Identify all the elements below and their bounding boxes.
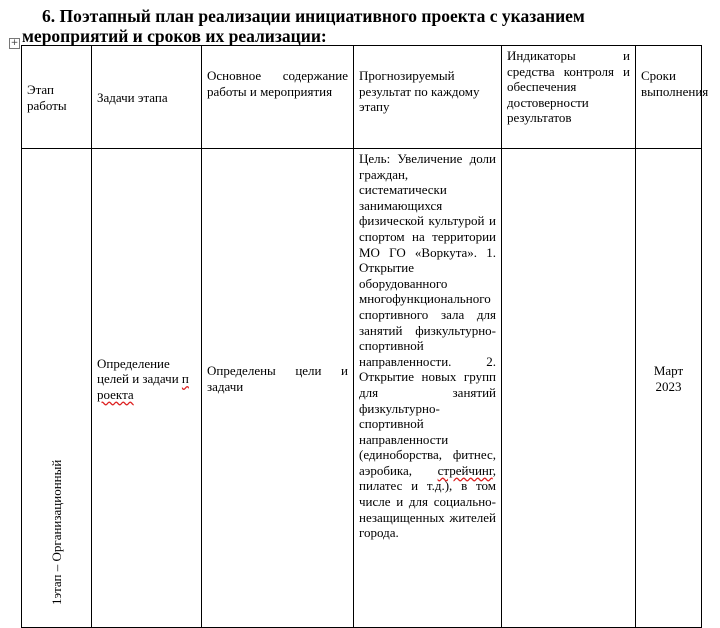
- header-stage: Этап работы: [22, 46, 92, 149]
- table-header-row: [22, 46, 702, 149]
- tasks-text-misspelled: п роекта: [97, 371, 189, 402]
- cell-indicators: [502, 149, 636, 628]
- cell-stage: [22, 149, 92, 628]
- stage-label: 1этап – Организационный: [48, 460, 64, 606]
- table-row: [22, 149, 702, 628]
- header-indicators: Индикаторы и средства контроля и обеспечения достоверности результатов: [502, 46, 636, 149]
- header-result: Прогнозируемый результат по каждому этапу: [354, 46, 502, 149]
- result-text: Цель: Увеличение доли граждан, систематически занимающихся физической культурой и спортом на территории МО ГО «Воркута». 1. Открытие оборудованного многофункционального спортивного зала для занятий физкультурно-спортивной направленности. 2. Открытие новых групп для занятий физкультурно-спортивной направленности (единоборства, фитнес, аэробика,: [359, 151, 496, 478]
- heading-line-2: мероприятий и сроков их реализации:: [22, 26, 327, 46]
- cell-content: Определены цели и задачи: [202, 149, 354, 628]
- header-content: Основное содержание работы и мероприятия: [202, 46, 354, 149]
- result-text-misspelled: стрейчинг: [437, 462, 493, 478]
- header-tasks: Задачи этапа: [92, 46, 202, 149]
- deadline-month: Март: [653, 363, 684, 379]
- heading-line-1: 6. Поэтапный план реализации инициативного проекта с указанием: [42, 6, 585, 26]
- deadline-year: 2023: [655, 379, 682, 394]
- result-text-end: , пилатес и т.д.), в том числе и для социально-незащищенных жителей города.: [359, 462, 496, 541]
- cell-tasks: [92, 149, 202, 628]
- tasks-text: Определение целей и задачи: [97, 355, 182, 387]
- section-heading: [8, 6, 708, 46]
- cell-deadline: [636, 149, 702, 628]
- project-plan-table: [21, 45, 709, 628]
- header-deadline: Сроки выполнения: [636, 46, 702, 149]
- table-move-handle-icon[interactable]: +: [10, 38, 19, 48]
- cell-result: [354, 149, 502, 628]
